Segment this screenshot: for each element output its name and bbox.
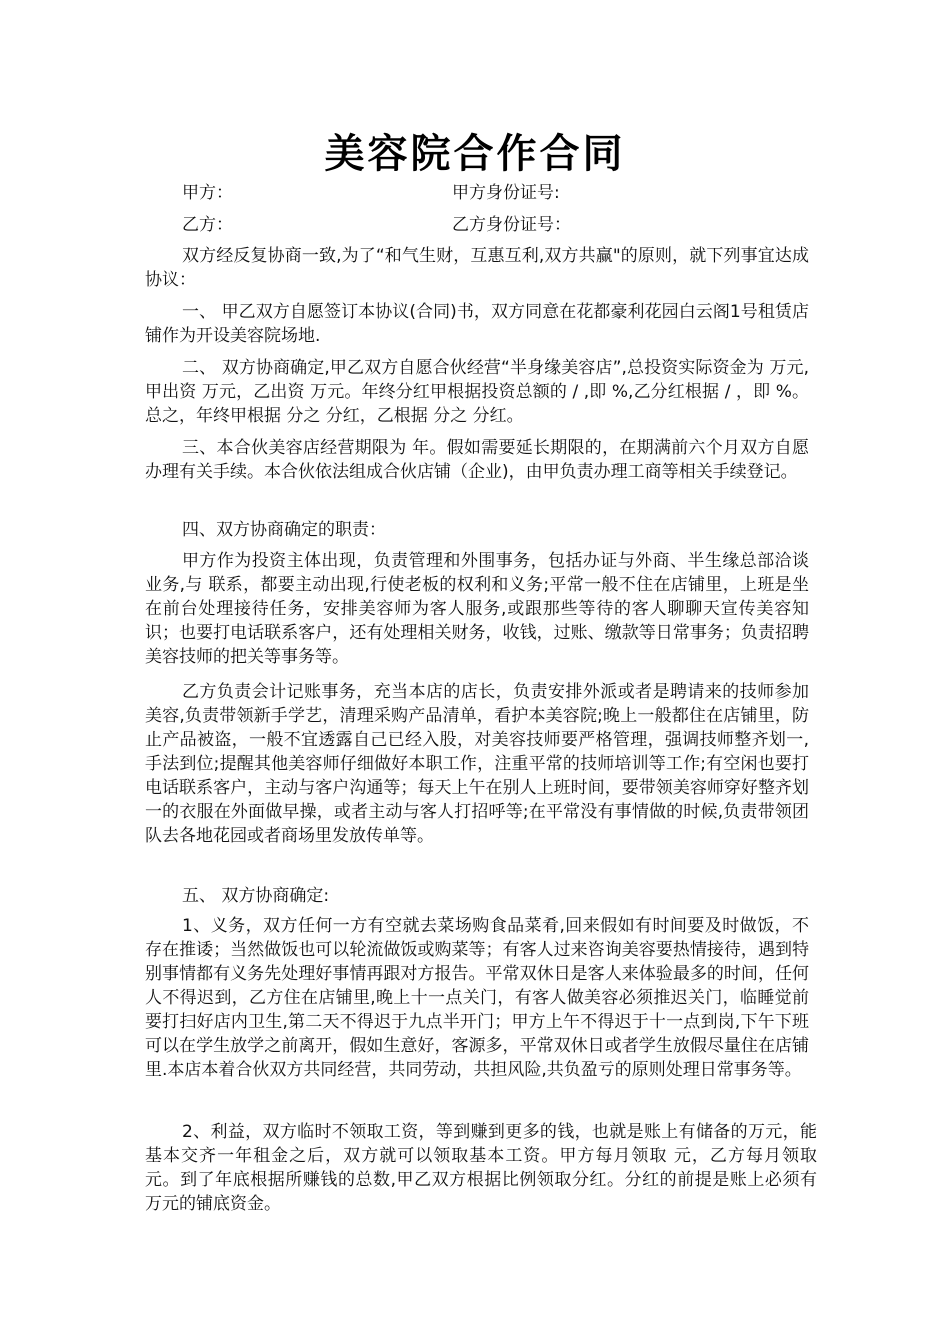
party-b-id-label: 乙方身份证号： xyxy=(452,215,571,235)
paragraph-clause-5-heading: 五、 双方协商确定: xyxy=(182,886,330,906)
paragraph-clause-4-heading: 四、双方协商确定的职责： xyxy=(182,520,386,540)
party-a-row xyxy=(182,181,862,205)
paragraph-party-b-duties: 乙方负责会计记账事务，充当本店的店长，负责安排外派或者是聘请来的技师参加美容,负责带领新手学艺，清理采购产品清单，看护本美容院;晚上一般都住在店铺里，防止产品被盗，一般不宜透露自己已经入股，对美容技师要严格管理，强调技师整齐划一,手法到位;提醒其他美容师仔细做好本职工作，注重平常的技师培训等工作;有空闲也要打电话联系客户，主动与客户沟通等；每天上午在别人上班时间，要带领美容师穿好整齐划一的衣服在外面做早操，或者主动与客人打招呼等;在平常没有事情做的时候,负责带领团队去各地花园或者商场里发放传单等。 xyxy=(145,682,809,846)
party-b-row xyxy=(182,213,862,237)
paragraph-clause-3: 三、本合伙美容店经营期限为 年。假如需要延长期限的，在期满前六个月双方自愿办理有关手续。本合伙依法组成合伙店铺（企业)，由甲负责办理工商等相关手续登记。 xyxy=(145,438,809,482)
paragraph-obligations: 1、义务，双方任何一方有空就去菜场购食品菜肴,回来假如有时间要及时做饭，不存在推诿；当然做饭也可以轮流做饭或购菜等；有客人过来咨询美容要热情接待，遇到特别事情都有义务先处理好事情再跟对方报告。平常双休日是客人来体验最多的时间，任何人不得迟到，乙方住在店铺里,晚上十一点关门，有客人做美容必须推迟关门，临睡觉前要打扫好店内卫生,第二天不得迟于九点半开门；甲方上午不得迟于十一点到岗,下午下班可以在学生放学之前离开，假如生意好，客源多，平常双休日或者学生放假尽量住在店铺里.本店本着合伙双方共同经营，共同劳动，共担风险,共负盈亏的原则处理日常事务等。 xyxy=(145,916,809,1080)
party-a-name-label: 甲方： xyxy=(182,183,233,203)
paragraph-clause-1: 一、 甲乙双方自愿签订本协议(合同)书，双方同意在花都豪利花园白云阁1号租赁店铺作为开设美容院场地. xyxy=(145,302,809,346)
paragraph-benefits: 2、利益，双方临时不领取工资，等到赚到更多的钱，也就是账上有储备的万元，能基本交齐一年租金之后，双方就可以领取基本工资。甲方每月领取 元，乙方每月领取 元。到了年底根据所赚钱的总数,甲乙双方根据比例领取分红。分红的前提是账上必须有 万元的铺底资金。 xyxy=(145,1122,817,1214)
paragraph-clause-2: 二、 双方协商确定,甲乙双方自愿合伙经营“半身缘美容店”,总投资实际资金为 万元,甲出资 万元，乙出资 万元。年终分红甲根据投资总额的 / ,即 %,乙分红根据 / ，即 %。总之，年终甲根据 分之 分红，乙根据 分之 分红。 xyxy=(145,358,809,426)
paragraph-preamble: 双方经反复协商一致,为了“和气生财，互惠互利,双方共赢"的原则，就下列事宜达成协议： xyxy=(145,246,809,290)
party-a-id-label: 甲方身份证号: xyxy=(452,183,560,203)
document-title: 美容院合作合同 xyxy=(324,131,626,177)
paragraph-party-a-duties: 甲方作为投资主体出现，负责管理和外围事务，包括办证与外商、半生缘总部洽谈业务,与 联系，都要主动出现,行使老板的权利和义务;平常一般不住在店铺里，上班是坐在前台处理接待任务，安排美容师为客人服务,或跟那些等待的客人聊聊天宣传美容知识；也要打电话联系客户，还有处理相关财务，收钱，过账、缴款等日常事务；负责招聘美容技师的把关等事务等。 xyxy=(145,551,809,667)
party-b-name-label: 乙方： xyxy=(182,215,233,235)
